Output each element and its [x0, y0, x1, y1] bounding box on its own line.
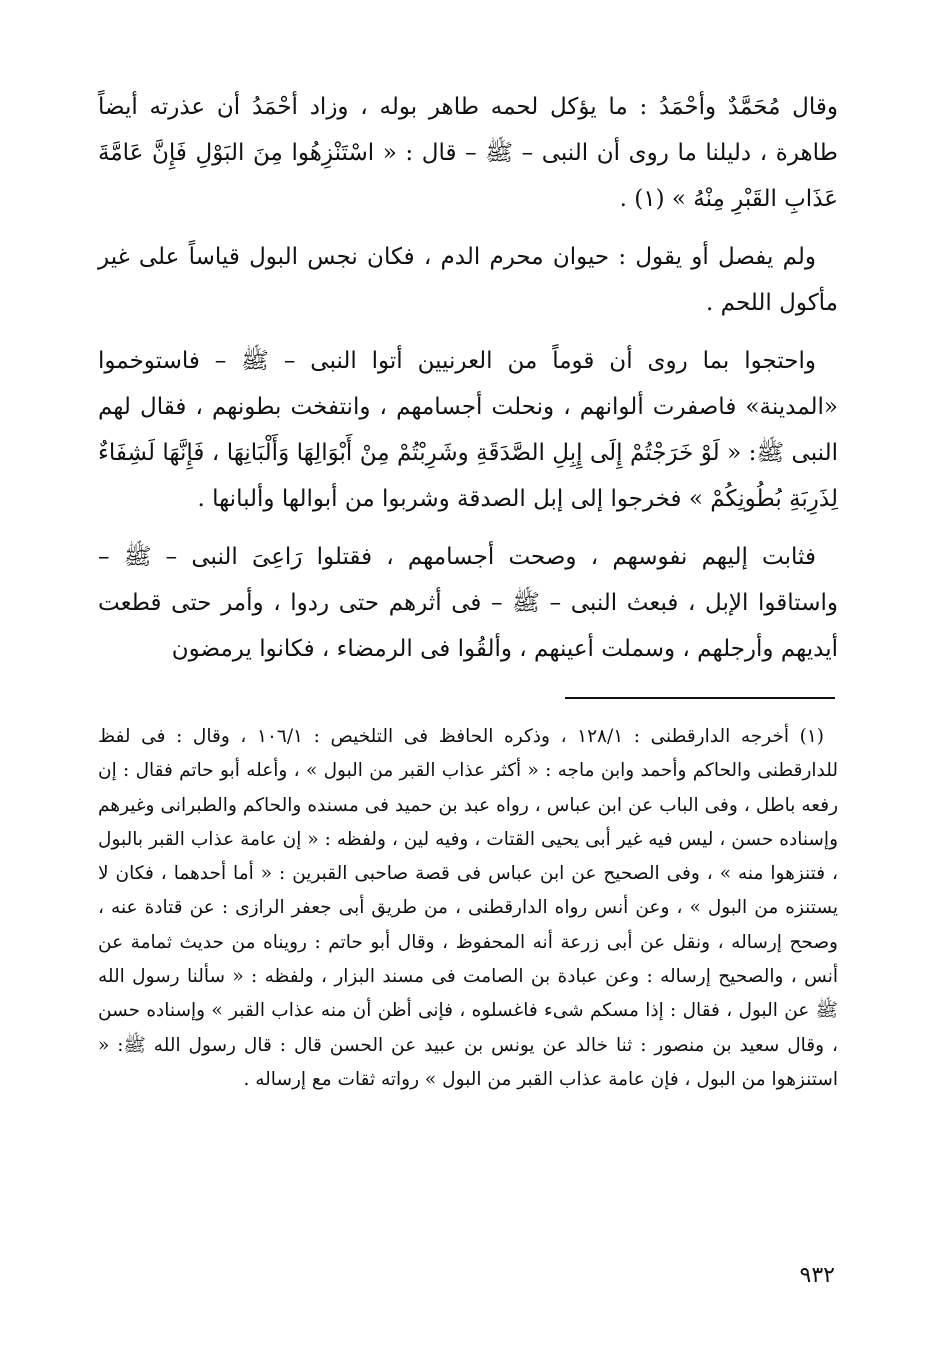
paragraph-1: وقال مُحَمَّدٌ وأحْمَدُ : ما يؤكل لحمه طاهر بوله ، وزاد أحْمَدُ أن عذرته أيضاً طاهرة ، دليلنا ما روى أن النبى – ﷺ – قال : « اسْتَنْزِهُوا مِنَ البَوْلِ فَإِنَّ عَامَّةَ عَذَابِ القَبْرِ مِنْهُ » (١) .	[98, 94, 838, 212]
footnote-1: (١) أخرجه الدارقطنى : ١٢٨/١ ، وذكره الحافظ فى التلخيص : ١٠٦/١ ، وقال : فى لفظ للدارقطنى والحاكم وأحمد وابن ماجه : « أكثر عذاب القبر من البول » ، وأعله أبو حاتم فقال : إن رفعه باطل ، وفى الباب عن ابن عباس ، رواه عبد بن حميد فى مسنده والحاكم والطبرانى وغيرهم وإسناده حسن ، ليس فيه غير أبى يحيى القتات ، وفيه لين ، ولفظه : « إن عامة عذاب القبر بالبول ، فتنزهوا منه » ، وفى الصحيح عن ابن عباس فى قصة صاحبى القبرين : « أما أحدهما ، فكان لا يستنزه من البول » ، وعن أنس رواه الدارقطنى ، من طريق أبى جعفر الرازى : عن قتادة عنه ، وصحح إرساله ، ونقل عن أبى زرعة أنه المحفوظ ، وقال أبو حاتم : رويناه من حديث ثمامة عن أنس ، والصحيح إرساله : وعن عبادة بن الصامت فى مسند البزار ، ولفظه : « سألنا رسول الله ﷺ عن البول ، فقال : إذا مسكم شىء فاغسلوه ، فإنى أظن أن منه عذاب القبر » وإسناده حسن ، وقال سعيد بن منصور : ثنا خالد عن يونس بن عبيد عن الحسن قال : قال رسول الله ﷺ: « استنزهوا من البول ، فإن عامة عذاب القبر من البول » رواته ثقات مع إرساله .	[98, 726, 838, 1090]
paragraph-4: فثابت إليهم نفوسهم ، وصحت أجسامهم ، فقتلوا رَاعِىَ النبى – ﷺ – واستاقوا الإبل ، فبعث النبى – ﷺ – فى أثرهم حتى ردوا ، وأمر حتى قطعت أيديهم وأرجلهم ، وسملت أعينهم ، وألقُوا فى الرمضاء ، فكانوا يرمضون	[98, 544, 838, 662]
footnotes	[98, 720, 838, 1097]
paragraph-3: واحتجوا بما روى أن قوماً من العرنيين أتوا النبى – ﷺ – فاستوخموا «المدينة» فاصفرت ألوانهم ، ونحلت أجسامهم ، وانتفخت بطونهم ، فقال لهم النبى ﷺ: « لَوْ خَرَجْتُمْ إِلَى إِبِلِ الصَّدَقَةِ وشَرِبْتُمْ مِنْ أَبْوَالِهَا وَأَلْبَانِهَا ، فَإِنَّهَا لَشِفَاءٌ لِذَرِبَةِ بُطُونِكُمْ » فخرجوا إلى إبل الصدقة وشربوا من أبوالها وألبانها .	[98, 348, 838, 512]
footnote-divider	[565, 697, 835, 699]
paragraph-2: ولم يفصل أو يقول : حيوان محرم الدم ، فكان نجس البول قياساً على غير مأكول اللحم .	[98, 244, 838, 316]
page-number: ٩٣٢	[799, 1263, 835, 1288]
main-text	[98, 84, 838, 684]
